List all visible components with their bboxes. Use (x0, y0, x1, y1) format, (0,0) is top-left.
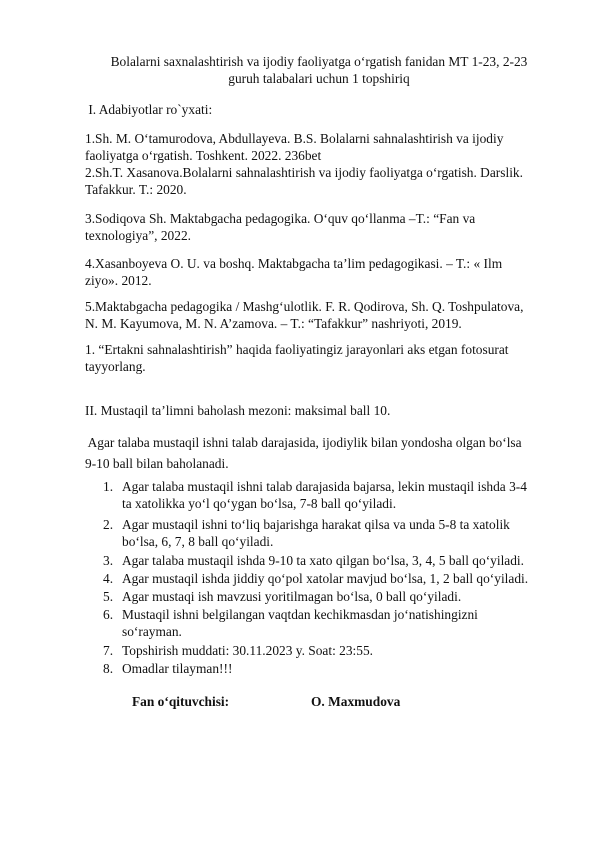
reference-line: ziyo». 2012. (85, 273, 152, 288)
title-line: guruh talabalari uchun 1 topshiriq (228, 71, 410, 86)
list-number: 4. (103, 571, 114, 586)
reference-line: 1.Sh. M. O‘tamurodova, Abdullayeva. B.S. Bolalarni sahnalashtirish va ijodiy (85, 131, 504, 146)
document-title (84, 53, 554, 87)
list-number: 7. (103, 643, 114, 658)
list-text: so‘rayman. (122, 624, 182, 639)
list-text: bo‘lsa, 6, 7, 8 ball qo‘yiladi. (122, 534, 274, 549)
list-number: 1. (103, 479, 114, 494)
section2-heading: II. Mustaqil ta’limni baholash mezoni: maksimal ball 10. (85, 403, 391, 418)
section1-heading: I. Adabiyotlar ro`yxati: (85, 102, 213, 117)
list-text: Mustaqil ishni belgilangan vaqtdan kechikmasdan jo‘natishingizni (122, 607, 478, 622)
list-number: 3. (103, 553, 114, 568)
reference-line: faoliyatga o‘rgatish. Toshkent. 2022. 236bet (85, 148, 322, 163)
reference-block (85, 210, 565, 244)
list-text: Agar mustaqil ishni to‘liq bajarishga harakat qilsa va unda 5-8 ta xatolik (122, 517, 510, 532)
reference-line: 5.Maktabgacha pedagogika / Mashg‘ulotlik. F. R. Qodirova, Sh. Q. Toshpulatova, (85, 299, 524, 314)
teacher-name: O. Maxmudova (311, 694, 401, 709)
reference-block (85, 130, 565, 198)
list-text: Omadlar tilayman!!! (122, 661, 233, 676)
list-text: Agar mustaqil ishda jiddiy qo‘pol xatolar mavjud bo‘lsa, 1, 2 ball qo‘yiladi. (122, 571, 529, 586)
task-line: tayyorlang. (85, 359, 146, 374)
reference-line: texnologiya”, 2022. (85, 228, 191, 243)
list-number: 8. (103, 661, 114, 676)
reference-line: 3.Sodiqova Sh. Maktabgacha pedagogika. O‘quv qo‘llanma –T.: “Fan va (85, 211, 476, 226)
list-text: Topshirish muddati: 30.11.2023 y. Soat: 23:55. (122, 643, 374, 658)
intro-line: 9-10 ball bilan baholanadi. (85, 456, 229, 471)
reference-line: 2.Sh.T. Xasanova.Bolalarni sahnalashtirish va ijodiy faoliyatga o‘rgatish. Darslik. (85, 165, 523, 180)
list-number: 2. (103, 517, 114, 532)
list-text: Agar talaba mustaqil ishni talab darajasida bajarsa, lekin mustaqil ishda 3-4 (122, 479, 527, 494)
list-text: Agar talaba mustaqil ishda 9-10 ta xato qilgan bo‘lsa, 3, 4, 5 ball qo‘yiladi. (122, 553, 525, 568)
criteria-intro (85, 432, 565, 474)
reference-line: N. M. Kayumova, M. N. A’zamova. – T.: “Tafakkur” nashriyoti, 2019. (85, 316, 462, 331)
list-text: ta xatolikka yo‘l qo‘ygan bo‘lsa, 7-8 ball qo‘yiladi. (122, 496, 397, 511)
list-text: Agar mustaqi ish mavzusi yoritilmagan bo‘lsa, 0 ball qo‘yiladi. (122, 589, 462, 604)
reference-line: Tafakkur. T.: 2020. (85, 182, 187, 197)
title-line: Bolalarni saxnalashtirish va ijodiy faoliyatga o‘rgatish fanidan MT 1-23, 2-23 (110, 54, 528, 69)
task-block (85, 341, 565, 375)
list-number: 5. (103, 589, 114, 604)
reference-line: 4.Xasanboyeva O. U. va boshq. Maktabgacha ta’lim pedagogikasi. – T.: « Ilm (85, 256, 503, 271)
teacher-role-label: Fan o‘qituvchisi: (132, 694, 230, 709)
intro-line: Agar talaba mustaqil ishni talab darajasida, ijodiylik bilan yondosha olgan bo‘lsa (85, 435, 522, 450)
list-number: 6. (103, 607, 114, 622)
task-line: 1. “Ertakni sahnalashtirish” haqida faoliyatingiz jarayonlari aks etgan fotosurat (85, 342, 509, 357)
reference-block (85, 298, 565, 332)
reference-block (85, 255, 565, 289)
